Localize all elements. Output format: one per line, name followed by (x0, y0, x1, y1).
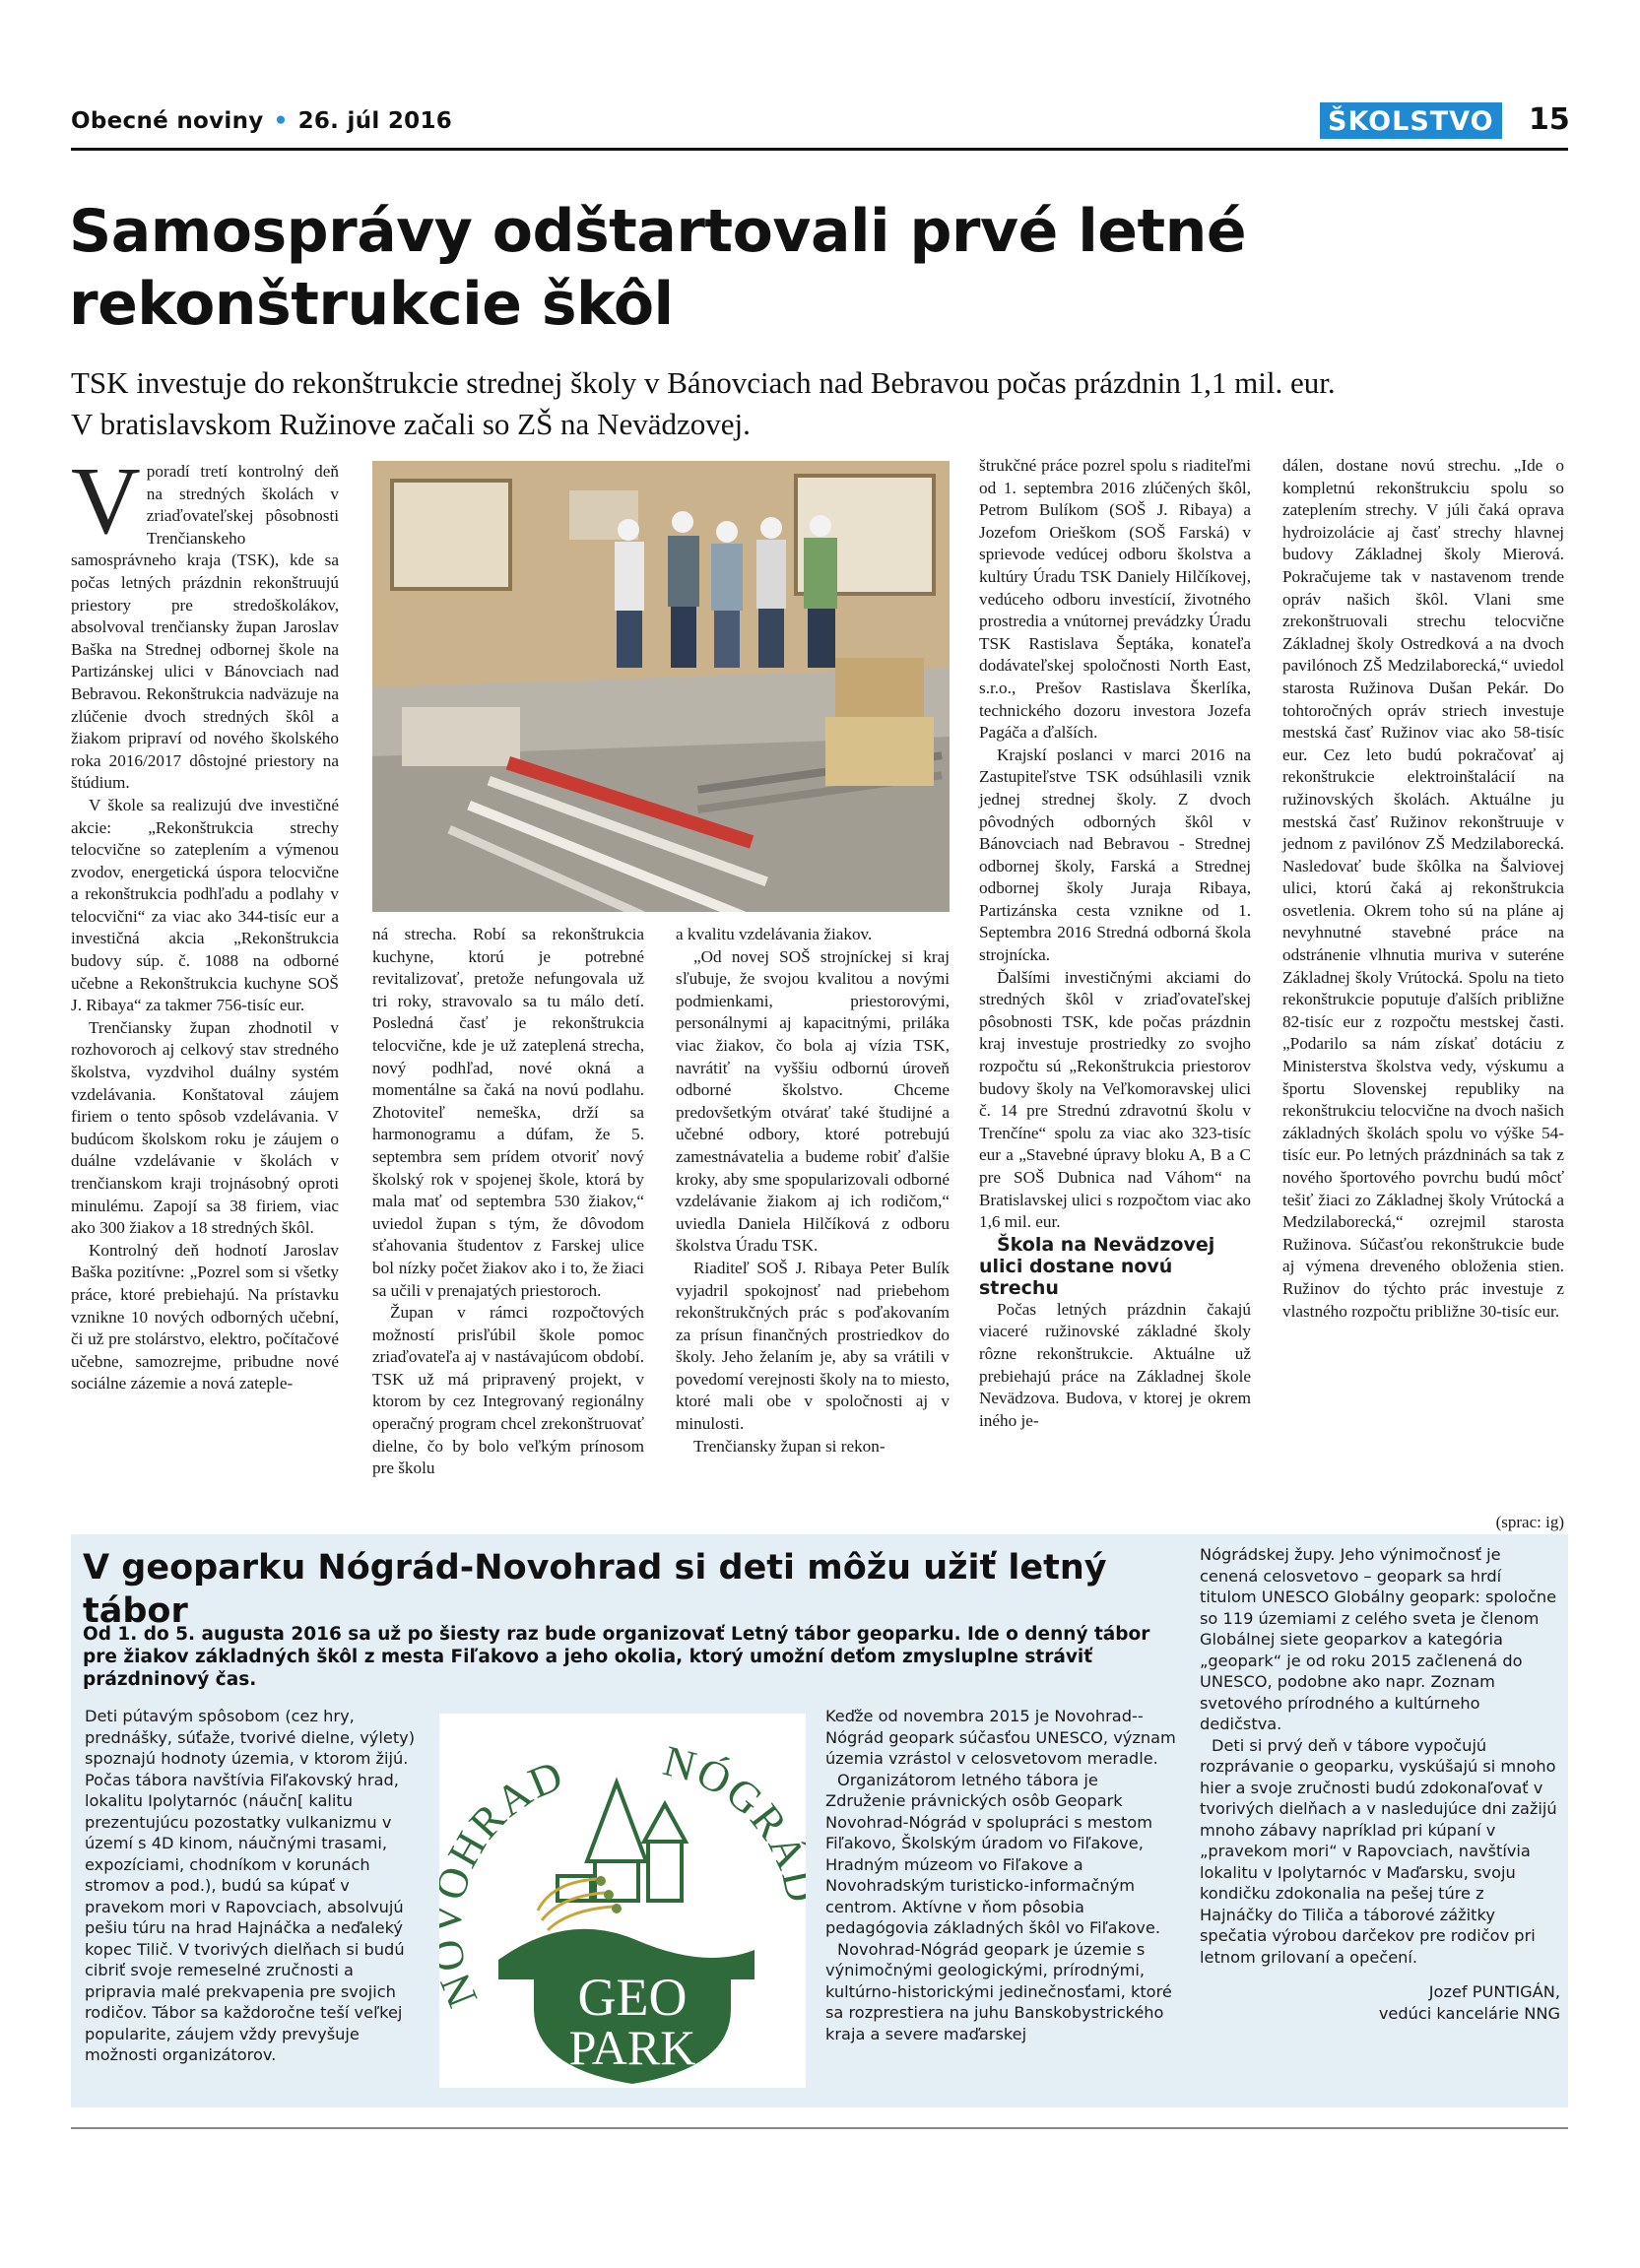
paragraph: Riaditeľ SOŠ J. Ribaya Peter Bulík vyjadril spokojnosť nad priebehom rekonštrukčných prác s poďakovaním za prísun finančných prostriedkov do školy. Jeho želaním je, aby sa vrátili v povedomí verejnosti školy na to miesto, ktoré mali obe v spoločnosti aj v minulosti. (676, 1258, 950, 1434)
subhead-line: V bratislavskom Ružinove začali so ZŠ na Nevädzovej. (71, 407, 751, 441)
bottom-rule (71, 2127, 1568, 2129)
logo-park: PARK (568, 2020, 696, 2075)
paragraph: „Od novej SOŠ strojníckej si kraj sľubuje, že svojou kvalitou a novými podmienkami, priestorovými, personálnymi aj kapacitnými, priláka viac žiakov, čo bola aj vízia TSK, navrátiť na vyššiu odbornú úroveň odborné školstvo. Chceme predovšetkým otvárať také študijné a učebné odbory, ktoré potrebujú zamestnávatelia a budeme robiť ďalšie kroky, aby sme spopularizovali odborné vzdelávanie žiakom aj ich rodičom,“ uviedla Daniela Hilčíková z odboru školstva Úradu TSK. (676, 946, 950, 1256)
paragraph: Počas letných prázdnin čakajú viaceré ružinovské základné školy rôzne rekonštrukcie. Aktuálne už prebiehajú práce na Základnej škole Nevädzova. Budova, v ktorej je okrem iného je- (979, 1299, 1251, 1430)
signature-name: Jozef PUNTIGÁN, (1428, 1982, 1560, 2001)
box-lead: Od 1. do 5. augusta 2016 sa už po šiesty raz bude organizovať Letný tábor geoparku. Ide o denný tábor pre žiakov základných škôl z mesta Fiľakovo a jeho okolia, ktorý umožní deťom zmysluplne stráviť prázdninový čas. (83, 1624, 1150, 1690)
paragraph: Trenčiansky župan zhodnotil v rozhovoroch aj celkový stav stredného školstva, vyzdvihol duálny systém vzdelávania. Konštatoval záujem firiem o tento spôsob vzdelávania. V budúcom školskom roku je záujem o duálne vzdelávanie v školách v trenčianskom kraji trojnásobný oproti minulému. Zapojí sa 38 firiem, viac ako 300 žiakov a 18 stredných škôl. (71, 1017, 339, 1238)
paragraph: štrukčné práce pozrel spolu s riaditeľmi od 1. septembra 2016 zlúčených škôl, Petrom Bulíkom (SOŠ J. Ribaya) a Jozefom Orieškom (SOŠ Farská) v sprievode vedúcej odboru školstva a kultúry Úradu TSK Daniely Hilčíkovej, vedúceho odboru investícií, životného prostredia a vnútornej prevádzky Úradu TSK Rastislava Šeptáka, konateľa dodávateľskej spoločnosti North East, s.r.o., Prešov Rastislava Škerlíka, technického dozoru investora Jozefa Pagáča a ďalších. (979, 456, 1251, 743)
paragraph: Ďalšími investičnými akciami do stredných škôl v zriaďovateľskej pôsobnosti TSK, kde počas prázdnin kraj investuje prostriedky zo svojho rozpočtu sú „Rekonštrukcia priestorov budovy školy na Veľkomoravskej ulici č. 14 pre Strednú zdravotnú školu v Trenčíne“ spolu za viac ako 323-tisíc eur a „Stavebné úpravy bloku A, B a C pre SOŠ Dubnica nad Váhom“ na Bratislavskej ulici s rozpočtom viac ako 1,6 mil. eur. (979, 967, 1251, 1232)
paragraph: Novohrad-Nógrád geopark je územie s výnimočnými geologickými, prírodnými, kultúrno-historickými jedinečnosťami, ktoré sa rozprestiera na juhu Banskobystrického kraja a severe maďarskej (825, 1939, 1172, 2043)
box-column-3 (1200, 1544, 1560, 2024)
article-column-1 (71, 448, 339, 1395)
construction-site-photo (372, 461, 950, 912)
paragraph: Kontrolný deň hodnotí Jaroslav Baška pozitívne: „Pozrel som si všetky práce, ktoré prebiehajú. Na prístavku vznikne 10 nových odborných učební, či už pre stolárstvo, elektro, počítačové učebne, samozrejme, pribudne nové sociálne zázemie a nová zateple- (71, 1240, 339, 1393)
paragraph: dálen, dostane novú strechu. „Ide o kompletnú rekonštrukciu spolu so zateplením strechy. V júli čaká oprava hydroizolácie aj časť strechy hlavnej budovy Základnej školy Mierová. Pokračujeme tak v nastavenom trende opráv našich škôl. Vlani sme zrekonštruovali strechu telocvične Základnej školy Ostredková a na dvoch pavilónoch ZŠ Medzilaborecká,“ uviedol starosta Ružinova Dušan Pekár. Do tohtoročných opráv striech investuje mestská časť Ružinov viac ako 58-tisíc eur. Cez leto budú pokračovať aj rekonštrukcie elektroinštalácií na ružinovských školách. Aktuálne ju mestská časť Ružinov rekonštruuje v jednom z pavilónov ZŠ Medzilaborecká. Nasledovať bude škôlka na Šalviovej ulici, ktorú čaká aj rekonštrukcia osvetlenia. Okrem toho sú na pláne aj nevyhnutné stavebné práce na odstránenie vlhnutia muriva v suteréne Základnej školy Vrútocká. Spolu na tieto rekonštrukcie poputuje ďalších približne 82-tisíc eur z rozpočtu mestskej časti.„Podarilo sa nám získať dotáciu z Ministerstva školstva vedy, výskumu a športu Slovenskej republiky na rekonštrukciu telocvične na dvoch našich základných školách spolu vo výške 54- tisíc eur. Po letných prázdninách sa tak z nového športového povrchu budú môcť tešiť žiaci zo Základnej školy Vrútocká a Medzilaborecká,“ ozrejmil starosta Ružinova. Súčasťou rekonštrukcie bude aj výmena dreveného obloženia stien. Ružinov do týchto prác investuje z vlastného rozpočtu približne 30-tisíc eur. (1282, 456, 1564, 1321)
signature-role: vedúci kancelárie NNG (1378, 2003, 1560, 2023)
publication-name: Obecné noviny (71, 108, 264, 134)
headline-line: rekonštrukcie škôl (69, 270, 674, 339)
box-column-1 (85, 1706, 426, 2066)
paragraph: Keďže od novembra 2015 je Novohrad--Nógrád geopark súčasťou UNESCO, význam územia vzrástol v celosvetovom meradle. (825, 1707, 1176, 1768)
article-subhead (71, 362, 1548, 445)
article-column-3 (676, 924, 950, 1458)
article-headline (69, 195, 1546, 341)
section-label: ŠKOLSTVO (1320, 102, 1502, 139)
paragraph: Deti si prvý deň v tábore vypočujú rozprávanie o geoparku, vyskúšajú si mnoho hier a svoje zručnosti budú zdokonaľovať v tvorivých dielňach a v nasledujúce dni zažijú mnoho zábavy napríklad pri kúpaní v „pravekom mori“ v Rapovciach, navštívia lokalitu v Ipolytarnóc v Maďarsku, svoju kondičku zdokonalia na pešej túre z Hajnáčky do Tiliča a táborové zážitky spečatia výrobou darčekov pre rodičov pri letnom grilovaní a opečení. (1200, 1735, 1557, 1967)
paragraph: Nógrádskej župy. Jeho výnimočnosť je cenená celosvetovo – geopark sa hrdí titulom UNESCO Globálny geopark: spoločne so 119 územiami z celého sveta je členom Globálnej siete geoparkov a kategória „geopark“ je od roku 2015 začlenená do UNESCO, podobne ako napr. Zoznam svetového prírodného a kultúrneho dedičstva. (1200, 1545, 1557, 1733)
article-credit: (sprac: ig) (1495, 1513, 1564, 1531)
logo-arc-right: NÓGR (658, 1736, 799, 1849)
logo-arc-left: HRAD (439, 1750, 571, 1875)
headline-line: Samosprávy odštartovali prvé letné (69, 197, 1247, 266)
paragraph: Župan v rámci rozpočtových možností prisľúbil škole pomoc zriaďovateľa aj v nastávajúcom období. TSK už má pripravený projekt, v ktorom by cez Integrovaný regionálny operačný program chcel zrekonštruovať dielne, čo by bolo veľkým prínosom pre školu (372, 1303, 644, 1478)
paragraph: Trenčiansky župan si rekon- (693, 1436, 886, 1456)
page-number: 15 (1529, 102, 1570, 137)
paragraph: a kvalitu vzdelávania žiakov. (676, 925, 873, 943)
drop-cap: V (71, 448, 141, 554)
masthead (71, 108, 452, 134)
box-title: V geoparku Nógrád-Novohrad si deti môžu užiť letný tábor (83, 1548, 1107, 1631)
logo-geo: GEO (577, 1968, 688, 2027)
separator-dot: • (273, 108, 289, 134)
paragraph (71, 448, 339, 795)
article-column-2 (372, 924, 644, 1480)
article-column-4 (979, 455, 1251, 1432)
geopark-logo (439, 1714, 806, 2088)
header-rule (71, 148, 1568, 151)
paragraph: Krajskí poslanci v marci 2016 na Zastupiteľstve TSK odsúhlasili vznik jednej strednej školy. Z dvoch pôvodných odborných škôl v Bánovciach nad Bebravou - Strednej odbornej školy, Farská a Strednej odbornej školy Juraja Ribaya, Partizánska cesta vznikne od 1. Septembra 2016 Stredná odborná škola strojnícka. (979, 745, 1251, 965)
issue-date: 26. júl 2016 (297, 108, 453, 134)
paragraph: ná strecha. Robí sa rekonštrukcia kuchyne, ktorú je potrebné revitalizovať, pretože nefungovala už tri roky, stravovalo sa tu málo detí. Posledná časť je rekonštrukcia telocvične, kde je už zateplená strecha, nový podhľad, nové okná a momentálne sa čaká na novú podlahu. Zhotoviteľ nemeškᴀ, drží sa harmonogramu a dúfam, že 5. septembra sem prídem otvoriť nový školský rok v spojenej škole, ktorá by mala mať od septembra 530 žiakov,“ uviedol župan s tým, že dôvodom sťahovania študentov z Farskej ulice bol nízky počet žiakov ako i to, že žiaci sa učili v prenajatých priestoroch. (372, 925, 644, 1300)
paragraph: Organizátorom letného tábora je Združenie právnických osôb Geopark Novohrad-Nógrád v spolupráci s mestom Fiľakovo, Školským úradom vo Fiľakove, Hradným múzeom vo Fiľakove a Novohradským turisticko-informačným centrom. Aktívne v ňom pôsobia pedagógovia základných škôl vo Fiľakove. (825, 1770, 1160, 1937)
paragraph: V škole sa realizujú dve investičné akcie: „Rekonštrukcia strechy telocvične so zateplením a výmenou zvodov, energetická úspora telocvične a rekonštrukcia podhľadu a podlahy v telocvični“ za viac ako 344-tisíc eur a investičná akcia „Rekonštrukcia budovy súp. č. 1088 na odborné učebne a Rekonštrukcia kuchyne SOŠ J. Ribaya“ za takmer 756-tisíc eur. (71, 795, 339, 1015)
box-column-2 (825, 1706, 1182, 2044)
paragraph-text: poradí tretí kontrolný deň na stredných školách v zriaďovateľskej pôsobnosti Trenčianskeho samosprávneho kraja (TSK), kde sa počas letných prázdnin rekonštruujú priestory pre stredoškolákov, absolvoval trenčiansky župan Jaroslav Baška na Strednej odbornej škole na Partizánskej ulici v Bánovciach nad Bebravou. Rekonštrukcia nadväzuje na zlúčenie dvoch stredných škôl a žiakom pripraví od nového školského roka 2016/2017 dôstojné priestory na štúdium. (71, 462, 339, 793)
signature (1200, 1981, 1560, 2024)
section-subtitle: Škola na Nevädzovej ulici dostane novú strechu (979, 1233, 1215, 1299)
subhead-line: TSK investuje do rekonštrukcie strednej školy v Bánovciach nad Bebravou počas prázdnin 1,1 mil. eur. (71, 365, 1336, 400)
geopark-emblem (439, 1714, 806, 2088)
article-column-5 (1282, 455, 1564, 1323)
paragraph: Deti pútavým spôsobom (cez hry, prednášky, súťaže, tvorivé dielne, výlety) spoznajú hodnoty územia, v ktorom žijú. Počas tábora navštívia Fiľakovský hrad, lokalitu Ipolytarnóc (náučn[ kalitu prezentujúcu pozostatky vulkanizmu v území s 4D kinom, náučnými trasami, expozíciami, chodníkom v korunách stromov a pod.), budú sa kúpať v pravekom mori v Rapovciach, absolvujú pešiu túru na hrad Hajnáčka a neďaleký kopec Tilič. V tvorivých dielňach si budú cibriť svoje remeselné zručnosti a pripravia malé prekvapenia pre svojich rodičov. Tábor sa každoročne teší veľkej popularite, záujem vždy prevyšuje možnosti organizátorov. (85, 1707, 416, 2064)
article-photo (372, 461, 950, 912)
